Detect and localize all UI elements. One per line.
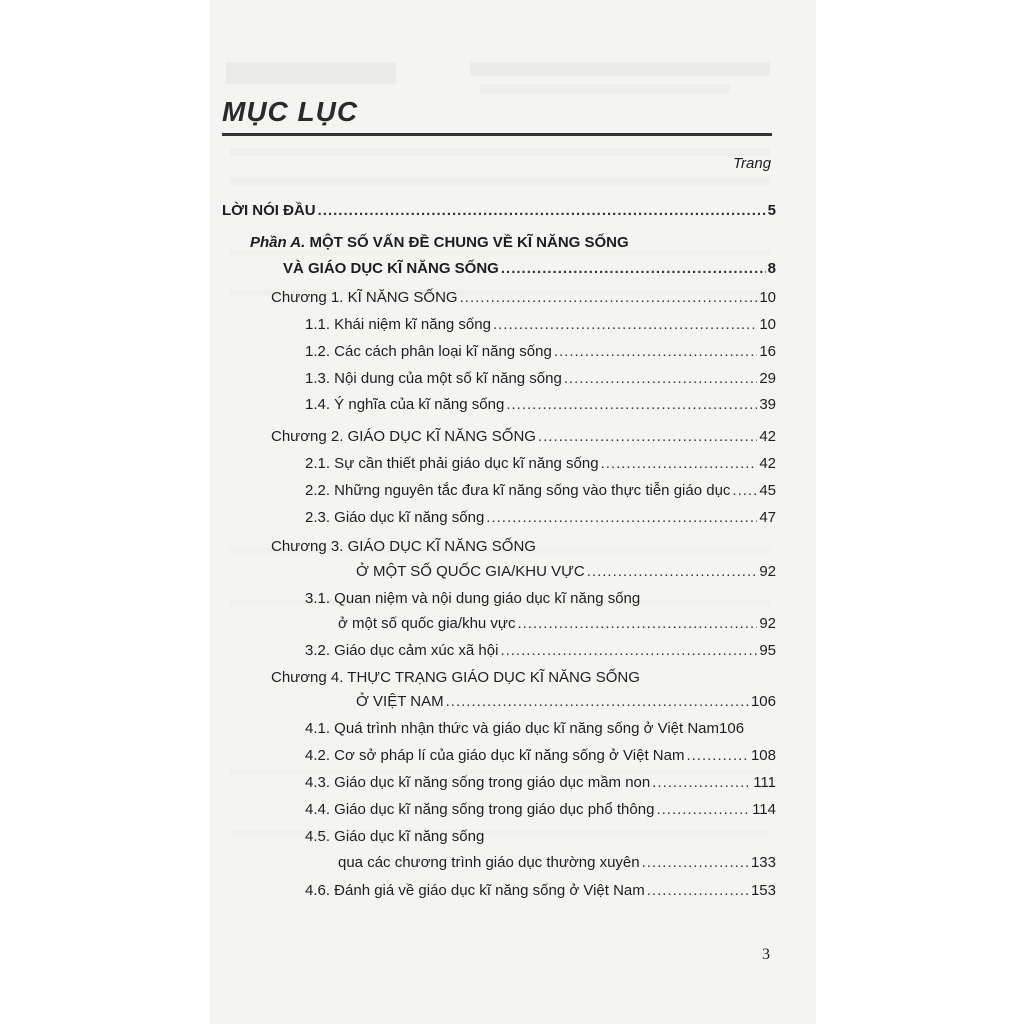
toc-entry-1-4[interactable] [305, 395, 776, 415]
entry-page: 8 [767, 260, 776, 277]
toc-entry-3-1-line1[interactable]: 3.1. Quan niệm và nội dung giáo dục kĩ năng sống [305, 590, 641, 607]
entry-page: 16 [759, 343, 776, 360]
leader-dots [446, 692, 749, 712]
toc-entry-3-1-line2[interactable] [338, 614, 776, 634]
toc-entry-part-a-line1[interactable] [250, 233, 629, 253]
entry-label: 4.4. Giáo dục kĩ năng sống trong giáo dục phổ thông [305, 801, 655, 818]
leader-dots [538, 427, 757, 447]
entry-page: 114 [752, 801, 776, 818]
entry-page: 111 [753, 774, 776, 791]
leader-dots [517, 614, 757, 634]
entry-page: 106 [750, 693, 776, 710]
leader-dots [647, 881, 749, 901]
title-divider [222, 133, 772, 136]
toc-entry-foreword[interactable] [222, 201, 776, 221]
leader-dots [686, 746, 749, 766]
toc-entry-4-5-line1[interactable]: 4.5. Giáo dục kĩ năng sống [305, 828, 485, 845]
toc-entry-1-1[interactable] [305, 315, 776, 335]
leader-dots [486, 508, 757, 528]
toc-entry-2-3[interactable] [305, 508, 776, 528]
entry-label: 2.1. Sự cần thiết phải giáo dục kĩ năng sống [305, 455, 599, 472]
entry-page: 95 [759, 642, 776, 659]
entry-label: 1.1. Khái niệm kĩ năng sống [305, 316, 491, 333]
leader-dots [642, 853, 749, 873]
toc-title: MỤC LỤC [222, 96, 359, 127]
leader-dots [564, 369, 757, 389]
leader-dots [732, 481, 757, 501]
leader-dots [587, 562, 758, 582]
entry-page: 42 [759, 455, 776, 472]
toc-entry-3-2[interactable] [305, 641, 776, 661]
entry-page: 92 [759, 563, 776, 580]
toc-entry-4-6[interactable] [305, 881, 776, 901]
entry-label: 1.3. Nội dung của một số kĩ năng sống [305, 370, 562, 387]
leader-dots [460, 288, 758, 308]
leader-dots [554, 342, 757, 362]
toc-entry-chapter-4-line1[interactable]: Chương 4. THỰC TRẠNG GIÁO DỤC KĨ NĂNG SỐNG [271, 669, 640, 686]
toc-entry-part-a-line2[interactable] [283, 259, 776, 279]
entry-page: 108 [750, 747, 776, 764]
entry-label: Chương 2. GIÁO DỤC KĨ NĂNG SỐNG [271, 428, 536, 445]
leader-dots [506, 395, 757, 415]
entry-label: 3.2. Giáo dục cảm xúc xã hội [305, 642, 499, 659]
toc-entry-4-5-line2[interactable] [338, 853, 776, 873]
toc-entry-4-1[interactable] [305, 719, 776, 739]
part-prefix: Phần A. [250, 234, 306, 251]
entry-label: Ở VIỆT NAM [356, 693, 444, 710]
entry-page: 29 [759, 370, 776, 387]
entry-page: 10 [759, 316, 776, 333]
entry-label: VÀ GIÁO DỤC KĨ NĂNG SỐNG [283, 260, 499, 277]
toc-entry-4-3[interactable] [305, 773, 776, 793]
entry-label: 4.1. Quá trình nhận thức và giáo dục kĩ năng sống ở Việt Nam [305, 720, 720, 737]
page-column-header: Trang [733, 155, 772, 172]
toc-entry-chapter-3-line1[interactable]: Chương 3. GIÁO DỤC KĨ NĂNG SỐNG [271, 538, 536, 555]
entry-page: 10 [759, 289, 776, 306]
entry-page: 47 [759, 509, 776, 526]
entry-label: qua các chương trình giáo dục thường xuyên [338, 854, 640, 871]
leader-dots [500, 641, 757, 661]
page-number: 3 [762, 946, 770, 963]
entry-page: 5 [767, 202, 776, 219]
leader-dots [652, 773, 751, 793]
toc-entry-4-4[interactable] [305, 800, 776, 820]
leader-dots [656, 800, 750, 820]
entry-label: ở một số quốc gia/khu vực [338, 615, 516, 632]
entry-page: 39 [759, 396, 776, 413]
entry-label: 4.6. Đánh giá về giáo dục kĩ năng sống ở Việt Nam [305, 882, 645, 899]
entry-label: 2.3. Giáo dục kĩ năng sống [305, 509, 485, 526]
scan-margin [816, 0, 1024, 1024]
entry-page: 45 [759, 482, 776, 499]
entry-label: 1.2. Các cách phân loại kĩ năng sống [305, 343, 552, 360]
entry-page: 133 [750, 854, 776, 871]
entry-page: 42 [759, 428, 776, 445]
entry-label: Ở MỘT SỐ QUỐC GIA/KHU VỰC [356, 563, 585, 580]
entry-label: LỜI NÓI ĐẦU [222, 202, 316, 219]
entry-page: 92 [759, 615, 776, 632]
leader-dots [493, 315, 757, 335]
toc-entry-chapter-4-line2[interactable] [356, 692, 776, 712]
toc-entry-chapter-2[interactable] [271, 427, 776, 447]
toc-entry-2-1[interactable] [305, 454, 776, 474]
entry-page: 106 [719, 720, 745, 737]
entry-label: 4.2. Cơ sở pháp lí của giáo dục kĩ năng sống ở Việt Nam [305, 747, 685, 764]
toc-entry-4-2[interactable] [305, 746, 776, 766]
toc-entry-1-2[interactable] [305, 342, 776, 362]
part-title: MỘT SỐ VẤN ĐỀ CHUNG VỀ KĨ NĂNG SỐNG [309, 234, 629, 251]
entry-label: 1.4. Ý nghĩa của kĩ năng sống [305, 396, 505, 413]
entry-page: 153 [750, 882, 776, 899]
entry-label: Chương 1. KĨ NĂNG SỐNG [271, 289, 458, 306]
leader-dots [601, 454, 758, 474]
toc-entry-1-3[interactable] [305, 369, 776, 389]
entry-label: 2.2. Những nguyên tắc đưa kĩ năng sống vào thực tiễn giáo dục [305, 482, 731, 499]
toc-entry-chapter-3-line2[interactable] [356, 562, 776, 582]
toc-entry-2-2[interactable] [305, 481, 776, 501]
entry-label: 4.3. Giáo dục kĩ năng sống trong giáo dục mầm non [305, 774, 651, 791]
leader-dots [501, 259, 766, 279]
leader-dots [318, 201, 766, 221]
toc-entry-chapter-1[interactable] [271, 288, 776, 308]
